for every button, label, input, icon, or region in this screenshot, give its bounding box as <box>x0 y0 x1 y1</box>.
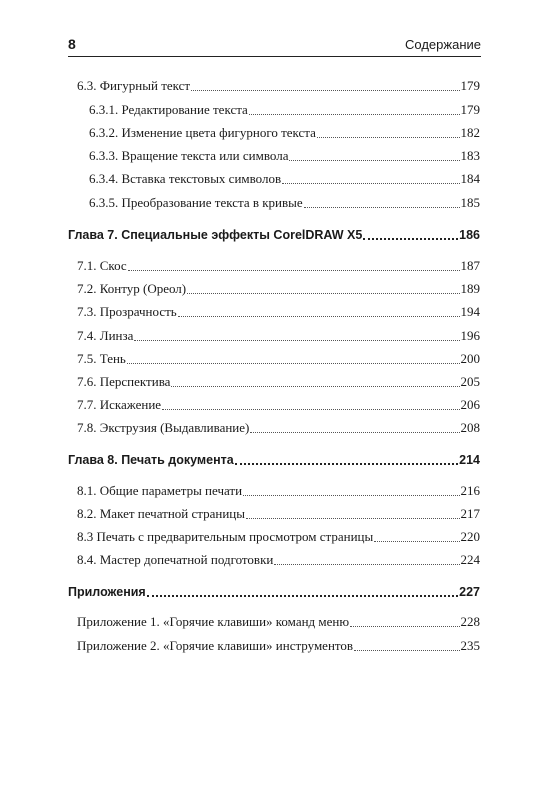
leader-dots <box>162 408 459 410</box>
toc-entry-page: 194 <box>460 304 480 319</box>
toc-entry-label: 6.3.5. Преобразование текста в кривые <box>89 195 303 210</box>
leader-dots <box>134 339 459 341</box>
leader-dots <box>128 269 460 271</box>
toc-entry <box>77 505 480 523</box>
toc-chapter-label: Глава 7. Специальные эффекты CorelDRAW X5 <box>68 228 363 242</box>
toc-chapter-label: Приложения <box>68 585 146 599</box>
toc-entry-label: 7.7. Искажение <box>77 397 162 412</box>
toc-entry <box>77 419 480 437</box>
toc-chapter-label: Глава 8. Печать документа <box>68 453 234 467</box>
toc-entry-label: 6.3.4. Вставка текстовых символов <box>89 171 282 186</box>
toc-entry-label: Приложение 2. «Горячие клавиши» инструментов <box>77 638 354 653</box>
leader-dots <box>171 385 459 387</box>
toc-entry <box>77 280 480 298</box>
leader-dots <box>147 594 458 597</box>
leader-dots <box>317 136 460 138</box>
toc-entry <box>89 124 480 142</box>
toc-entry-label: 7.6. Перспектива <box>77 374 171 389</box>
header-rule <box>68 56 481 57</box>
toc-entry <box>77 77 480 95</box>
toc-chapter-page: 227 <box>459 585 480 599</box>
leader-dots <box>178 315 460 317</box>
toc-entry <box>77 396 480 414</box>
toc-chapter-page: 214 <box>459 453 480 467</box>
toc-entry <box>77 373 480 391</box>
leader-dots <box>289 159 459 161</box>
toc-entry-page: 205 <box>460 374 480 389</box>
leader-dots <box>250 431 459 433</box>
toc-entry-page: 216 <box>460 483 480 498</box>
toc-entry-page: 182 <box>460 125 480 140</box>
toc-entry-label: 6.3. Фигурный текст <box>77 78 191 93</box>
toc-entry-page: 235 <box>460 638 480 653</box>
leader-dots <box>187 292 459 294</box>
toc-entry <box>77 528 480 546</box>
leader-dots <box>127 362 460 364</box>
toc-entry <box>89 194 480 212</box>
toc-entry-label: 8.3 Печать с предварительным просмотром страницы <box>77 529 374 544</box>
toc-entry-label: 6.3.3. Вращение текста или символа <box>89 148 289 163</box>
leader-dots <box>374 540 459 542</box>
toc-entry-page: 217 <box>460 506 480 521</box>
toc-entry <box>77 257 480 275</box>
toc-entry-label: 7.8. Экструзия (Выдавливание) <box>77 420 250 435</box>
toc-entry-page: 179 <box>460 78 480 93</box>
toc-chapter-entry <box>68 583 480 601</box>
leader-dots <box>191 89 459 91</box>
toc-entry-page: 187 <box>460 258 480 273</box>
toc-chapter-entry <box>68 226 480 244</box>
toc-entry-page: 220 <box>460 529 480 544</box>
toc-entry-page: 196 <box>460 328 480 343</box>
toc-entry <box>77 551 480 569</box>
toc-entry-page: 179 <box>460 102 480 117</box>
toc-entry-page: 189 <box>460 281 480 296</box>
running-header <box>68 32 481 52</box>
leader-dots <box>249 113 460 115</box>
toc-entry-label: 8.2. Макет печатной страницы <box>77 506 245 521</box>
toc-chapter-page: 186 <box>459 228 480 242</box>
toc-entry-page: 184 <box>460 171 480 186</box>
leader-dots <box>235 462 458 465</box>
toc-entry-page: 208 <box>460 420 480 435</box>
leader-dots <box>363 237 458 240</box>
toc-entry-label: 8.1. Общие параметры печати <box>77 483 243 498</box>
toc-entry <box>77 482 480 500</box>
toc-entry <box>77 327 480 345</box>
toc-entry <box>89 101 480 119</box>
toc-entry-label: 7.3. Прозрачность <box>77 304 177 319</box>
toc-entry <box>89 147 480 165</box>
toc-entry <box>77 350 480 368</box>
toc-entry-page: 200 <box>460 351 480 366</box>
leader-dots <box>282 182 459 184</box>
leader-dots <box>350 625 459 627</box>
toc-entry-label: 7.5. Тень <box>77 351 126 366</box>
page-number: 8 <box>68 36 76 52</box>
leader-dots <box>354 649 459 651</box>
leader-dots <box>243 494 459 496</box>
toc-entry-label: 7.1. Скос <box>77 258 127 273</box>
running-title: Содержание <box>405 37 481 52</box>
toc-entry <box>89 170 480 188</box>
toc-entry-page: 206 <box>460 397 480 412</box>
toc-entry-page: 224 <box>460 552 480 567</box>
toc-entry <box>77 303 480 321</box>
toc-chapter-entry <box>68 451 480 469</box>
toc-entry-label: 6.3.1. Редактирование текста <box>89 102 248 117</box>
toc-entry-label: 6.3.2. Изменение цвета фигурного текста <box>89 125 316 140</box>
toc-entry-label: 7.4. Линза <box>77 328 134 343</box>
leader-dots <box>246 517 460 519</box>
toc-entry <box>77 613 480 631</box>
toc-entry-page: 228 <box>460 614 480 629</box>
leader-dots <box>274 563 459 565</box>
toc-entry <box>77 637 480 655</box>
toc-entry-page: 183 <box>460 148 480 163</box>
toc-entry-page: 185 <box>460 195 480 210</box>
toc-entry-label: 8.4. Мастер допечатной подготовки <box>77 552 274 567</box>
toc-entry-label: 7.2. Контур (Ореол) <box>77 281 187 296</box>
toc-entry-label: Приложение 1. «Горячие клавиши» команд меню <box>77 614 350 629</box>
leader-dots <box>304 206 460 208</box>
